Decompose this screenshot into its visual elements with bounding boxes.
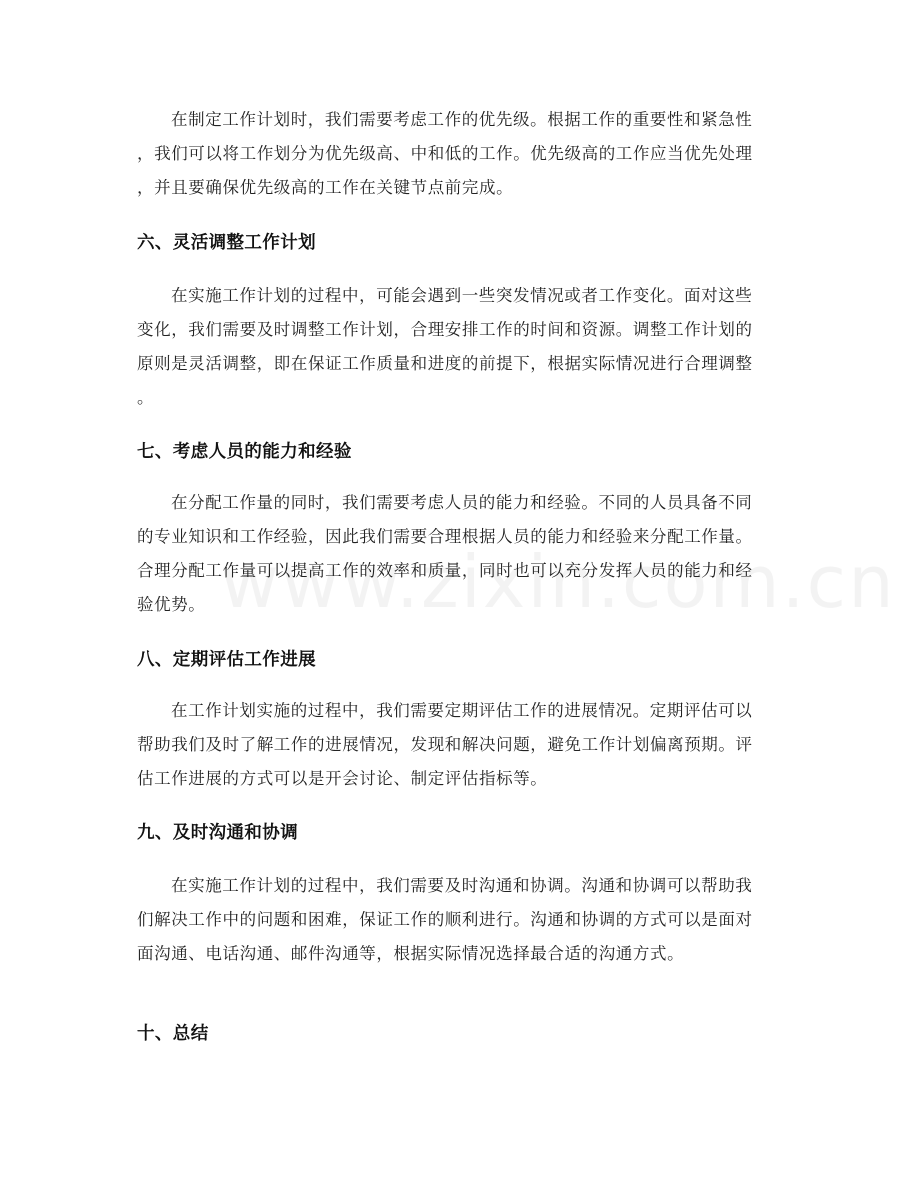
paragraph-line: 在制定工作计划时，我们需要考虑工作的优先级。根据工作的重要性和紧急性	[171, 110, 753, 129]
paragraph-communication	[137, 869, 785, 971]
paragraph-line: 在分配工作量的同时，我们需要考虑人员的能力和经验。不同的人员具备不同	[171, 493, 753, 512]
paragraph-personnel-ability	[137, 486, 785, 622]
section-heading-6: 六、灵活调整工作计划	[137, 233, 316, 253]
paragraph-line: 估工作进展的方式可以是开会讨论、制定评估指标等。	[137, 769, 548, 788]
paragraph-line: 原则是灵活调整，即在保证工作质量和进度的前提下，根据实际情况进行合理调整	[137, 354, 753, 373]
paragraph-line: 帮助我们及时了解工作的进展情况，发现和解决问题，避免工作计划偏离预期。评	[137, 735, 753, 754]
paragraph-line: 。	[137, 388, 155, 407]
paragraph-line: ，并且要确保优先级高的工作在关键节点前完成。	[137, 178, 514, 197]
paragraph-line: 面沟通、电话沟通、邮件沟通等，根据实际情况选择最合适的沟通方式。	[137, 944, 685, 963]
paragraph-progress-evaluation	[137, 694, 785, 796]
paragraph-line: 们解决工作中的问题和困难，保证工作的顺利进行。沟通和协调的方式可以是面对	[137, 910, 753, 929]
paragraph-line: ，我们可以将工作划分为优先级高、中和低的工作。优先级高的工作应当优先处理	[137, 144, 753, 163]
paragraph-line: 在工作计划实施的过程中，我们需要定期评估工作的进展情况。定期评估可以	[171, 701, 753, 720]
section-heading-9: 九、及时沟通和协调	[137, 823, 299, 843]
paragraph-priority	[137, 103, 785, 205]
paragraph-line: 验优势。	[137, 595, 206, 614]
section-heading-10: 十、总结	[137, 1024, 209, 1044]
paragraph-line: 在实施工作计划的过程中，可能会遇到一些突发情况或者工作变化。面对这些	[171, 286, 753, 305]
section-heading-7: 七、考虑人员的能力和经验	[137, 442, 352, 462]
section-heading-8: 八、定期评估工作进展	[137, 650, 316, 670]
paragraph-line: 变化，我们需要及时调整工作计划，合理安排工作的时间和资源。调整工作计划的	[137, 320, 753, 339]
paragraph-line: 合理分配工作量可以提高工作的效率和质量，同时也可以充分发挥人员的能力和经	[137, 561, 753, 580]
paragraph-line: 在实施工作计划的过程中，我们需要及时沟通和协调。沟通和协调可以帮助我	[171, 876, 753, 895]
paragraph-flexible-adjustment	[137, 279, 785, 415]
paragraph-line: 的专业知识和工作经验，因此我们需要合理根据人员的能力和经验来分配工作量。	[137, 527, 753, 546]
